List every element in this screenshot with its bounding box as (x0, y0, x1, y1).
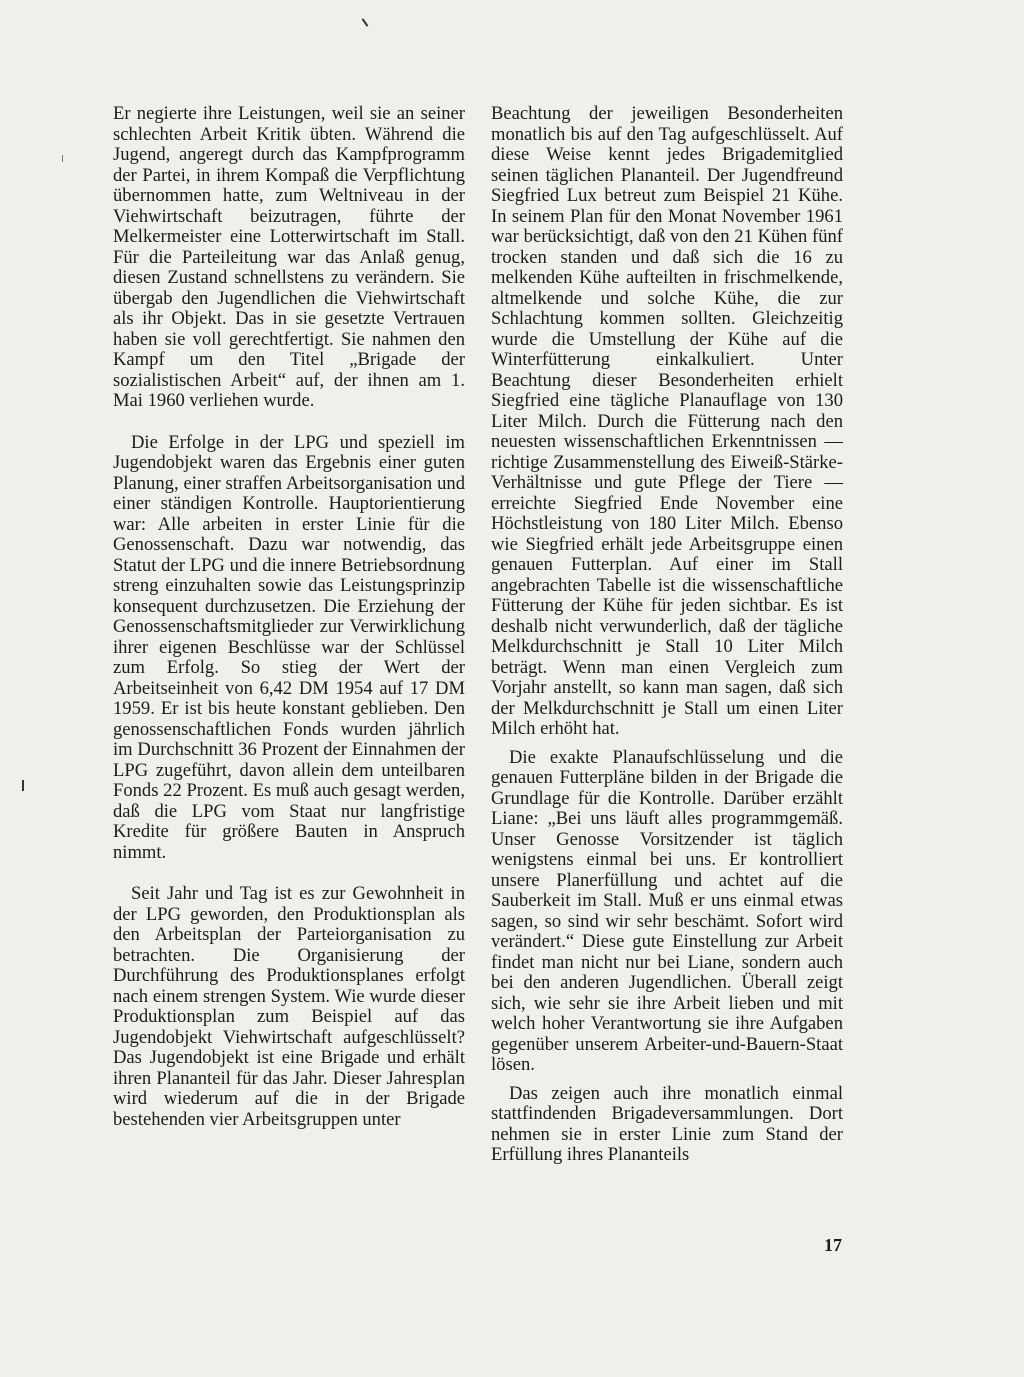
right-column (491, 104, 843, 1166)
paragraph: Die exakte Planaufschlüsselung und die genauen Futterpläne bilden in der Brigade die Grundlage für die Kontrolle. Darüber erzählt Liane: „Bei uns läuft alles programmgemäß. Unser Genosse Vorsitzender ist täglich wenigstens einmal bei uns. Er kontrolliert unsere Planerfüllung und achtet auf die Sauberkeit im Stall. Muß er uns einmal etwas sagen, so sind wir sehr beschämt. Sofort wird verändert.“ Diese gute Einstellung zur Arbeit findet man nicht nur bei Liane, sondern auch bei den anderen Jugendlichen. Überall zeigt sich, wie sehr sie ihre Arbeit lieben und mit welch hoher Verantwortung sie ihre Aufgaben gegenüber unserem Arbeiter-und-Bauern-Staat lösen. (491, 746, 843, 1075)
page-number: 17 (824, 1235, 842, 1255)
left-column (113, 104, 465, 1130)
scan-speck-top (362, 18, 369, 27)
paragraph: Die Erfolge in der LPG und speziell im Jugendobjekt waren das Ergebnis einer guten Planung, einer straffen Arbeitsorganisation und einer ständigen Kontrolle. Hauptorientierung war: Alle arbeiten in erster Linie für die Genossenschaft. Dazu war notwendig, das Statut der LPG und die innere Betriebsordnung streng einzuhalten sowie das Leistungsprinzip konsequent durchzusetzen. Die Erziehung der Genossenschaftsmitglieder zur Verwirklichung ihrer eigenen Beschlüsse war der Schlüssel zum Erfolg. So stieg der Wert der Arbeitseinheit von 6,42 DM 1954 auf 17 DM 1959. Er ist bis heute konstant geblieben. Den genossenschaftlichen Fonds wurden jährlich im Durchschnitt 36 Prozent der Einnahmen der LPG zugeführt, davon allein dem unteilbaren Fonds 22 Prozent. Es muß auch gesagt werden, daß die LPG vom Staat nur langfristige Kredite für größere Bauten in Anspruch nimmt. (113, 431, 465, 863)
paragraph: Er negierte ihre Leistungen, weil sie an seiner schlechten Arbeit Kritik übten. Während die Jugend, angeregt durch das Kampfprogramm der Partei, in ihrem Kompaß die Verpflichtung übernommen hatte, zum Weltniveau in der Viehwirtschaft beizutragen, führte der Melkermeister eine Lotterwirtschaft im Stall. Für die Parteileitung war das Anlaß genug, diesen Zustand schnellstens zu verändern. Sie übergab den Jugendlichen die Viehwirtschaft als ihr Objekt. Das in sie gesetzte Vertrauen haben sie voll gerechtfertigt. Sie nahmen den Kampf um den Titel „Brigade der sozialistischen Arbeit“ auf, der ihnen am 1. Mai 1960 verliehen wurde. (113, 103, 465, 411)
paragraph: Das zeigen auch ihre monatlich einmal stattfindenden Brigadeversammlungen. Dort nehmen sie in erster Linie zum Stand der Erfüllung ihres Plananteils (491, 1082, 843, 1165)
paragraph: Beachtung der jeweiligen Besonderheiten monatlich bis auf den Tag aufgeschlüsselt. Auf diese Weise kennt jedes Brigademitglied seinen täglichen Plananteil. Der Jugendfreund Siegfried Lux betreut zum Beispiel 21 Kühe. In seinem Plan für den Monat November 1961 war berücksichtigt, daß von den 21 Kühen fünf trocken standen und daß sich die 16 zu melkenden Kühe aufteilten in frischmelkende, altmelkende und solche Kühe, die zur Schlachtung kommen sollten. Gleichzeitig wurde die Umstellung der Kühe auf die Winterfütterung einkalkuliert. Unter Beachtung dieser Besonderheiten erhielt Siegfried eine tägliche Planauflage von 130 Liter Milch. Durch die Fütterung nach den neuesten wissenschaftlichen Erkenntnissen — richtige Zusammenstellung des Eiweiß-Stärke-Verhältnisse und gute Pflege der Tiere — erreichte Siegfried Ende November eine Höchstleistung von 180 Liter Milch. Ebenso wie Siegfried erhält jede Arbeitsgruppe einen genauen Futterplan. Auf einer im Stall angebrachten Tabelle ist die wissenschaftliche Fütterung der Kühe für jeden sichtbar. Es ist deshalb nicht verwunderlich, daß der tägliche Melkdurchschnitt je Stall 10 Liter Milch beträgt. Wenn man einen Vergleich zum Vorjahr anstellt, so kann man sagen, daß sich der Melkdurchschnitt je Stall um einen Liter Milch erhöht hat. (491, 103, 843, 739)
scan-speck-left (22, 780, 24, 791)
paragraph: Seit Jahr und Tag ist es zur Gewohnheit in der LPG geworden, den Produktionsplan als den Arbeitsplan der Parteiorganisation zu betrachten. Die Organisierung der Durchführung des Produktionsplanes erfolgt nach einem strengen System. Wie wurde dieser Produktionsplan zum Beispiel auf das Jugendobjekt Viehwirtschaft aufgeschlüsselt? Das Jugendobjekt ist eine Brigade und erhält ihren Plananteil für das Jahr. Dieser Jahresplan wird wiederum auf die in der Brigade bestehenden vier Arbeitsgruppen unter (113, 883, 465, 1130)
scan-speck-left-2 (62, 155, 63, 162)
